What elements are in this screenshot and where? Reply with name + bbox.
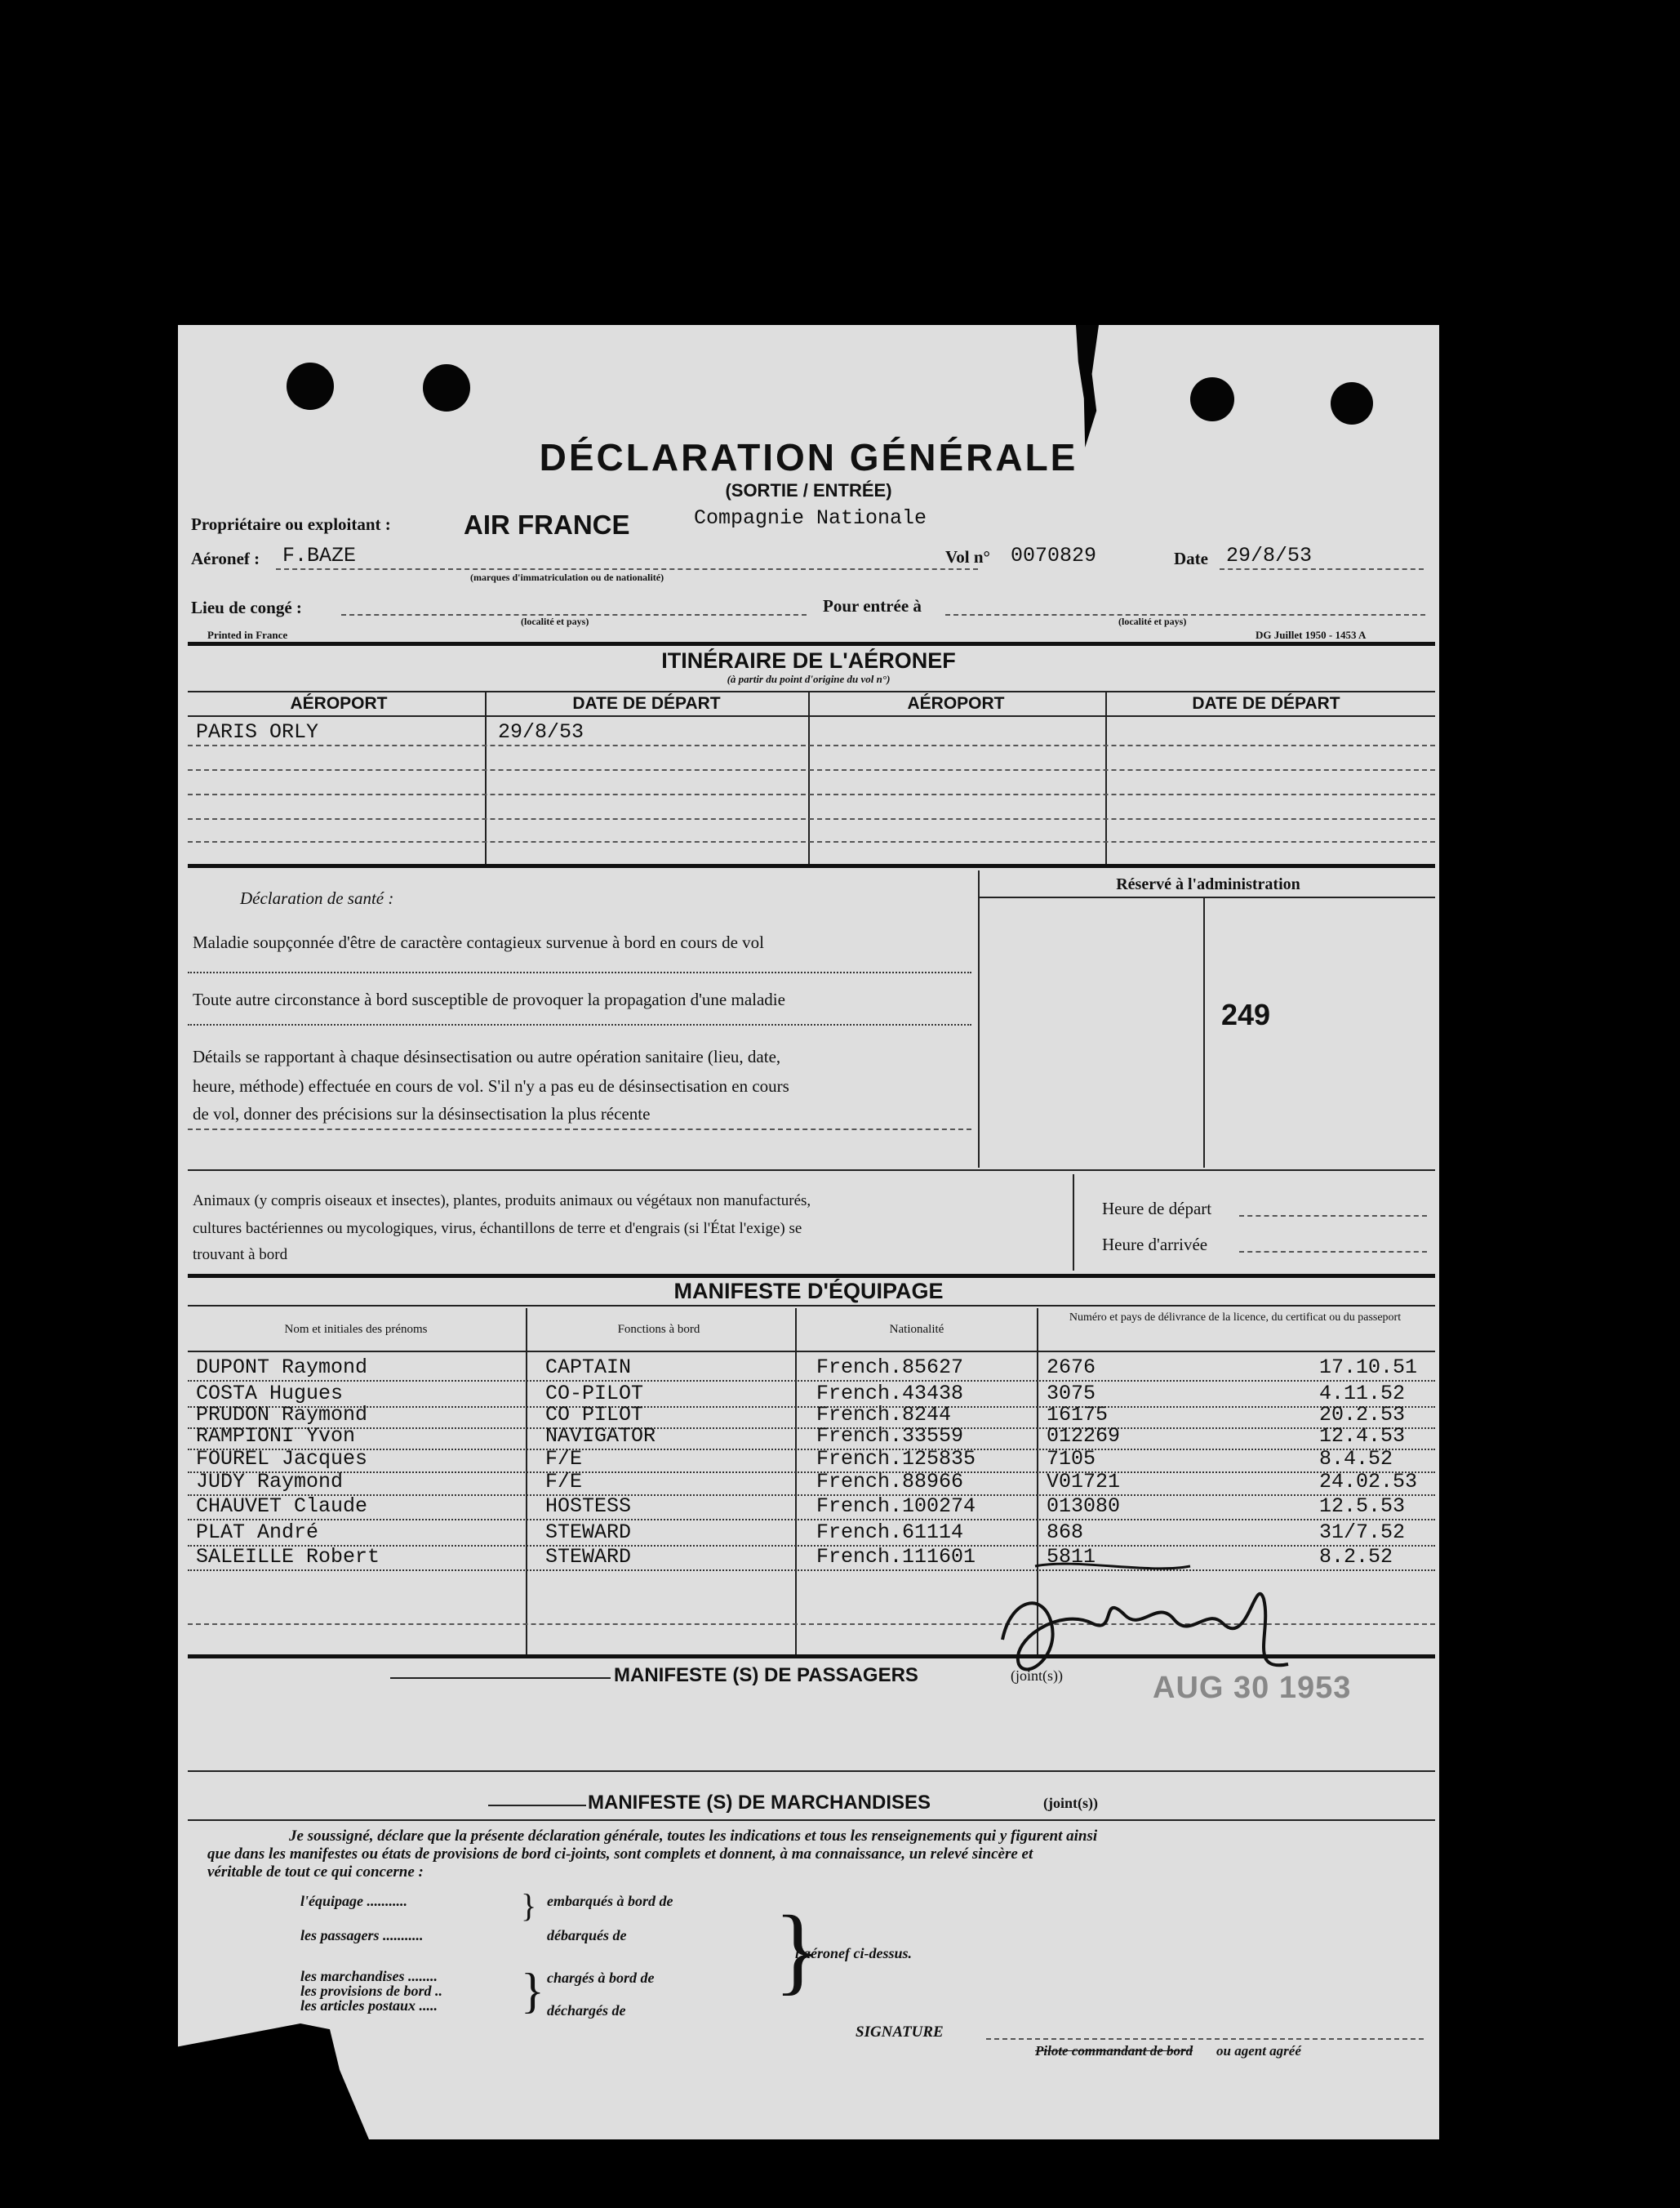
crew-name: DUPONT Raymond — [196, 1356, 368, 1379]
health-line-3c: de vol, donner des précisions sur la désinsectisation la plus récente — [193, 1104, 651, 1124]
crew-nationality: French.8244 — [816, 1403, 952, 1427]
operator-company: Compagnie Nationale — [694, 506, 927, 530]
admin-left-border — [978, 870, 980, 1168]
crew-license-date: 12.4.53 — [1319, 1424, 1406, 1448]
health-title: Déclaration de santé : — [240, 888, 394, 908]
passengers-rule — [188, 1770, 1435, 1772]
punch-hole — [1190, 377, 1234, 421]
crew-license-date: 8.2.52 — [1319, 1545, 1393, 1569]
declaration-text-2: que dans les manifestes ou états de provisions de bord ci-joints, sont complets et donnent, à ma connaissance, un relevé sincère et — [207, 1845, 1033, 1863]
printed-in: Printed in France — [207, 629, 288, 641]
crew-nationality: French.125835 — [816, 1447, 976, 1471]
itinerary-date-value: 29/8/53 — [498, 720, 584, 744]
decl-unloaded: déchargés de — [547, 2002, 626, 2019]
crew-col-divider — [526, 1308, 527, 1654]
cargo-title: MANIFESTE (S) DE MARCHANDISES — [588, 1792, 931, 1814]
crew-license: 3075 — [1047, 1382, 1096, 1405]
health-line-3b: heure, méthode) effectuée en cours de vol. S'il n'y a pas eu de désinsectisation en cours — [193, 1076, 789, 1096]
crew-name: FOUREL Jacques — [196, 1447, 368, 1471]
itinerary-header-rule — [188, 715, 1435, 717]
crew-license: 868 — [1047, 1520, 1084, 1544]
passengers-lead-line — [390, 1677, 611, 1679]
itinerary-header-date-1: DATE DE DÉPART — [572, 694, 721, 713]
form-subtitle: (SORTIE / ENTRÉE) — [725, 480, 892, 501]
crew-nationality: French.100274 — [816, 1494, 976, 1518]
brace: } — [521, 1964, 544, 2018]
passengers-joint: (joint(s)) — [1011, 1667, 1063, 1684]
decl-aircraft: l'aéronef ci-dessus. — [795, 1945, 912, 1961]
separator — [188, 864, 1435, 868]
admin-number: 249 — [1221, 998, 1271, 1031]
crew-name: CHAUVET Claude — [196, 1494, 368, 1518]
crew-header-function: Fonctions à bord — [617, 1323, 700, 1336]
decl-loaded: chargés à bord de — [547, 1970, 655, 1986]
flight-value: 0070829 — [1011, 544, 1097, 568]
date-label: Date — [1174, 549, 1208, 568]
aircraft-label: Aéronef : — [191, 549, 260, 568]
crew-function: NAVIGATOR — [545, 1424, 656, 1448]
health-line-3a: Détails se rapportant à chaque désinsectisation ou autre opération sanitaire (lieu, date, — [193, 1047, 781, 1066]
crew-row-rule — [188, 1380, 1435, 1382]
crew-name: PLAT André — [196, 1520, 319, 1544]
health-rule — [188, 1128, 971, 1130]
crew-row-rule — [188, 1494, 1435, 1496]
declaration-form — [178, 325, 1439, 2139]
crew-nationality: French.111601 — [816, 1545, 976, 1569]
paper-tear — [1076, 325, 1099, 447]
crew-function: CO PILOT — [545, 1403, 644, 1427]
crew-license-date: 20.2.53 — [1319, 1403, 1406, 1427]
decl-embarked: embarqués à bord de — [547, 1893, 673, 1909]
animals-divider — [1073, 1174, 1074, 1271]
form-title: DÉCLARATION GÉNÉRALE — [539, 436, 1078, 479]
separator — [188, 642, 1435, 646]
itinerary-header-airport-2: AÉROPORT — [907, 694, 1005, 713]
form-code: DG Juillet 1950 - 1453 A — [1256, 629, 1367, 641]
flight-label: Vol n° — [945, 547, 990, 567]
crew-nationality: French.88966 — [816, 1470, 964, 1494]
health-rule — [188, 1024, 971, 1026]
decl-passengers: les passagers ........... — [300, 1927, 424, 1943]
health-rule — [188, 972, 971, 973]
crew-nationality: French.61114 — [816, 1520, 964, 1544]
itinerary-airport-value: PARIS ORLY — [196, 720, 319, 744]
crew-function: CAPTAIN — [545, 1356, 632, 1379]
aircraft-line — [276, 568, 978, 570]
declaration-text-3: véritable de tout ce qui concerne : — [207, 1863, 424, 1881]
date-value: 29/8/53 — [1226, 544, 1313, 568]
health-line-1: Maladie soupçonnée d'être de caractère contagieux survenue à bord en cours de vol — [193, 933, 764, 952]
operator-airline: AIR FRANCE — [464, 510, 630, 540]
itinerary-col-divider — [808, 692, 810, 864]
crew-name: RAMPIONI Yvon — [196, 1424, 356, 1448]
crew-row-rule — [188, 1427, 1435, 1429]
separator — [188, 1274, 1435, 1278]
date-stamp: AUG 30 1953 — [1153, 1671, 1352, 1705]
cargo-rule — [188, 1819, 1435, 1821]
departure-time-label: Heure de départ — [1102, 1199, 1212, 1218]
crew-nationality: French.43438 — [816, 1382, 964, 1405]
passengers-title: MANIFESTE (S) DE PASSAGERS — [614, 1664, 918, 1686]
itinerary-note: (à partir du point d'origine du vol n°) — [727, 673, 891, 685]
crew-license: 5811 — [1047, 1545, 1096, 1569]
crew-row-rule — [188, 1406, 1435, 1408]
crew-function: HOSTESS — [545, 1494, 632, 1518]
signer-struck: Pilote commandant de bord — [1035, 2043, 1193, 2059]
cargo-joint: (joint(s)) — [1043, 1795, 1098, 1811]
crew-license-date: 31/7.52 — [1319, 1520, 1406, 1544]
crew-function: STEWARD — [545, 1545, 632, 1569]
crew-row-rule — [188, 1519, 1435, 1520]
admin-title: Réservé à l'administration — [1116, 875, 1300, 893]
entry-label: Pour entrée à — [823, 596, 922, 616]
health-line-2: Toute autre circonstance à bord susceptible de provoquer la propagation d'une maladie — [193, 990, 785, 1009]
crew-name: COSTA Hugues — [196, 1382, 344, 1405]
admin-bottom-rule — [188, 1169, 1435, 1171]
crew-license: 7105 — [1047, 1447, 1096, 1471]
animals-line-3: trouvant à bord — [193, 1246, 288, 1263]
crew-license: 013080 — [1047, 1494, 1121, 1518]
crew-license-date: 12.5.53 — [1319, 1494, 1406, 1518]
decl-provisions: les provisions de bord .. — [300, 1983, 443, 1999]
arrival-time-line — [1239, 1251, 1427, 1253]
itinerary-title: ITINÉRAIRE DE L'AÉRONEF — [661, 648, 956, 673]
crew-header-nationality: Nationalité — [889, 1323, 944, 1336]
crew-name: PRUDON Raymond — [196, 1403, 368, 1427]
decl-crew: l'équipage ........... — [300, 1893, 407, 1909]
crew-col-divider — [795, 1308, 797, 1654]
arrival-time-label: Heure d'arrivée — [1102, 1235, 1208, 1254]
crew-header-name: Nom et initiales des prénoms — [284, 1323, 428, 1336]
itinerary-row-rule — [188, 794, 1435, 795]
crew-license: 2676 — [1047, 1356, 1096, 1379]
crew-name: JUDY Raymond — [196, 1470, 344, 1494]
crew-function: F/E — [545, 1447, 583, 1471]
crew-license: 012269 — [1047, 1424, 1121, 1448]
itinerary-row-rule — [188, 841, 1435, 843]
itinerary-header-airport-1: AÉROPORT — [290, 694, 388, 713]
crew-header-rule — [188, 1351, 1435, 1352]
locality-note-2: (localité et pays) — [1118, 616, 1187, 627]
itinerary-header-date-2: DATE DE DÉPART — [1192, 694, 1340, 713]
signer-rest: ou agent agréé — [1216, 2043, 1301, 2059]
aircraft-value: F.BAZE — [282, 544, 357, 568]
itinerary-row-rule — [188, 818, 1435, 820]
declaration-text-1: Je soussigné, déclare que la présente déclaration générale, toutes les indications et tous les renseignements qui y figurent ainsi — [289, 1827, 1098, 1845]
decl-mail: les articles postaux ..... — [300, 1997, 438, 2014]
itinerary-col-divider — [1105, 692, 1107, 864]
crew-nationality: French.85627 — [816, 1356, 964, 1379]
crew-license-date: 17.10.51 — [1319, 1356, 1418, 1379]
crew-title-rule — [188, 1305, 1435, 1307]
cargo-lead-line — [488, 1805, 586, 1806]
brace: } — [521, 1887, 537, 1924]
crew-row-rule — [188, 1471, 1435, 1473]
torn-corner — [178, 2023, 423, 2139]
aircraft-note: (marques d'immatriculation ou de nationalité) — [470, 572, 664, 583]
punch-hole — [287, 363, 334, 410]
crew-license: 16175 — [1047, 1403, 1109, 1427]
operator-label: Propriétaire ou exploitant : — [191, 514, 391, 534]
crew-title: MANIFESTE D'ÉQUIPAGE — [673, 1279, 944, 1303]
itinerary-row-rule — [188, 745, 1435, 746]
lieu-label: Lieu de congé : — [191, 598, 302, 617]
locality-note: (localité et pays) — [521, 616, 589, 627]
admin-title-rule — [978, 897, 1435, 898]
date-line — [1220, 568, 1424, 570]
crew-license-date: 8.4.52 — [1319, 1447, 1393, 1471]
signature-label: SIGNATURE — [856, 2023, 944, 2041]
crew-license: V01721 — [1047, 1470, 1121, 1494]
crew-nationality: French.33559 — [816, 1424, 964, 1448]
decl-goods: les marchandises ........ — [300, 1968, 438, 1984]
crew-function: STEWARD — [545, 1520, 632, 1544]
crew-name: SALEILLE Robert — [196, 1545, 380, 1569]
crew-function: CO-PILOT — [545, 1382, 644, 1405]
crew-license-date: 4.11.52 — [1319, 1382, 1406, 1405]
crew-row-rule — [188, 1449, 1435, 1450]
animals-line-1: Animaux (y compris oiseaux et insectes), plantes, produits animaux ou végétaux non manufacturés, — [193, 1192, 811, 1209]
brace-large: } — [774, 1895, 821, 2004]
itinerary-row-rule — [188, 769, 1435, 771]
signature-scrawl — [986, 1542, 1296, 1689]
animals-line-2: cultures bactériennes ou mycologiques, virus, échantillons de terre et d'engrais (si l'État l'exige) se — [193, 1220, 802, 1237]
decl-disembarked: débarqués de — [547, 1927, 627, 1943]
itinerary-top-rule — [188, 691, 1435, 692]
crew-function: F/E — [545, 1470, 583, 1494]
signature-line — [986, 2038, 1424, 2040]
punch-hole — [1331, 382, 1373, 425]
crew-license-date: 24.02.53 — [1319, 1470, 1418, 1494]
punch-hole — [423, 364, 470, 412]
departure-time-line — [1239, 1215, 1427, 1217]
admin-divider — [1203, 897, 1205, 1168]
crew-header-license: Numéro et pays de délivrance de la licence, du certificat ou du passeport — [1069, 1311, 1402, 1324]
itinerary-col-divider — [485, 692, 487, 864]
